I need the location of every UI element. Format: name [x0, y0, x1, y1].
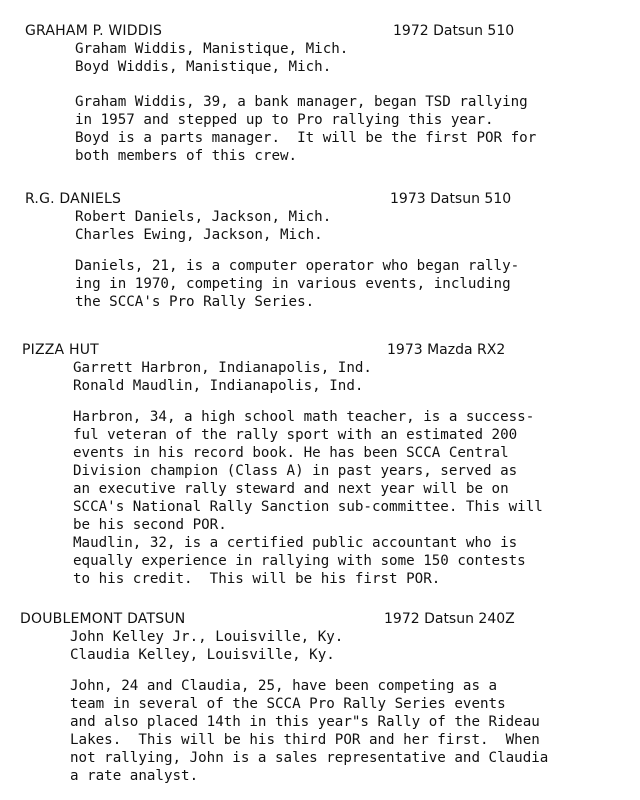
- car-model: 1972 Datsun 240Z: [384, 611, 515, 627]
- bio-line: events in his record book. He has been SCCA Central: [73, 445, 509, 461]
- team-name: R.G. DANIELS: [25, 191, 122, 207]
- bio-line: Maudlin, 32, is a certified public accountant who is: [73, 535, 518, 551]
- crew-member: Garrett Harbron, Indianapolis, Ind.: [73, 360, 372, 376]
- crew-member: Claudia Kelley, Louisville, Ky.: [70, 647, 335, 663]
- bio-line: John, 24 and Claudia, 25, have been competing as a: [70, 678, 498, 694]
- bio-line: team in several of the SCCA Pro Rally Series events: [70, 696, 506, 712]
- crew-member: John Kelley Jr., Louisville, Ky.: [70, 629, 344, 645]
- bio-line: in 1957 and stepped up to Pro rallying this year.: [75, 112, 494, 128]
- bio-line: to his credit. This will be his first POR.: [73, 571, 441, 587]
- team-name: PIZZA HUT: [22, 342, 99, 358]
- bio-line: and also placed 14th in this year"s Rally of the Rideau: [70, 714, 540, 730]
- bio-line: equally experience in rallying with some 150 contests: [73, 553, 526, 569]
- crew-member: Boyd Widdis, Manistique, Mich.: [75, 59, 332, 75]
- crew-member: Robert Daniels, Jackson, Mich.: [75, 209, 332, 225]
- crew-member: Ronald Maudlin, Indianapolis, Ind.: [73, 378, 364, 394]
- bio-line: ing in 1970, competing in various events, including: [75, 276, 511, 292]
- bio-line: ful veteran of the rally sport with an estimated 200: [73, 427, 518, 443]
- bio-line: both members of this crew.: [75, 148, 298, 164]
- bio-line: be his second POR.: [73, 517, 227, 533]
- crew-member: Graham Widdis, Manistique, Mich.: [75, 41, 349, 57]
- bio-line: SCCA's National Rally Sanction sub-committee. This will: [73, 499, 543, 515]
- bio-line: Lakes. This will be his third POR and her first. When: [70, 732, 540, 748]
- car-model: 1973 Datsun 510: [390, 191, 512, 207]
- bio-line: Daniels, 21, is a computer operator who began rally-: [75, 258, 520, 274]
- bio-line: a rate analyst.: [70, 768, 199, 784]
- bio-line: not rallying, John is a sales representative and Claudia: [70, 750, 549, 766]
- crew-member: Charles Ewing, Jackson, Mich.: [75, 227, 323, 243]
- bio-line: Harbron, 34, a high school math teacher, is a success-: [73, 409, 535, 425]
- car-model: 1973 Mazda RX2: [387, 342, 506, 358]
- car-model: 1972 Datsun 510: [393, 23, 515, 39]
- team-name: GRAHAM P. WIDDIS: [25, 23, 163, 39]
- bio-line: Graham Widdis, 39, a bank manager, began TSD rallying: [75, 94, 528, 110]
- bio-line: the SCCA's Pro Rally Series.: [75, 294, 315, 310]
- bio-line: Boyd is a parts manager. It will be the first POR for: [75, 130, 537, 146]
- team-name: DOUBLEMONT DATSUN: [20, 611, 186, 627]
- bio-line: an executive rally steward and next year will be on: [73, 481, 509, 497]
- bio-line: Division champion (Class A) in past years, served as: [73, 463, 518, 479]
